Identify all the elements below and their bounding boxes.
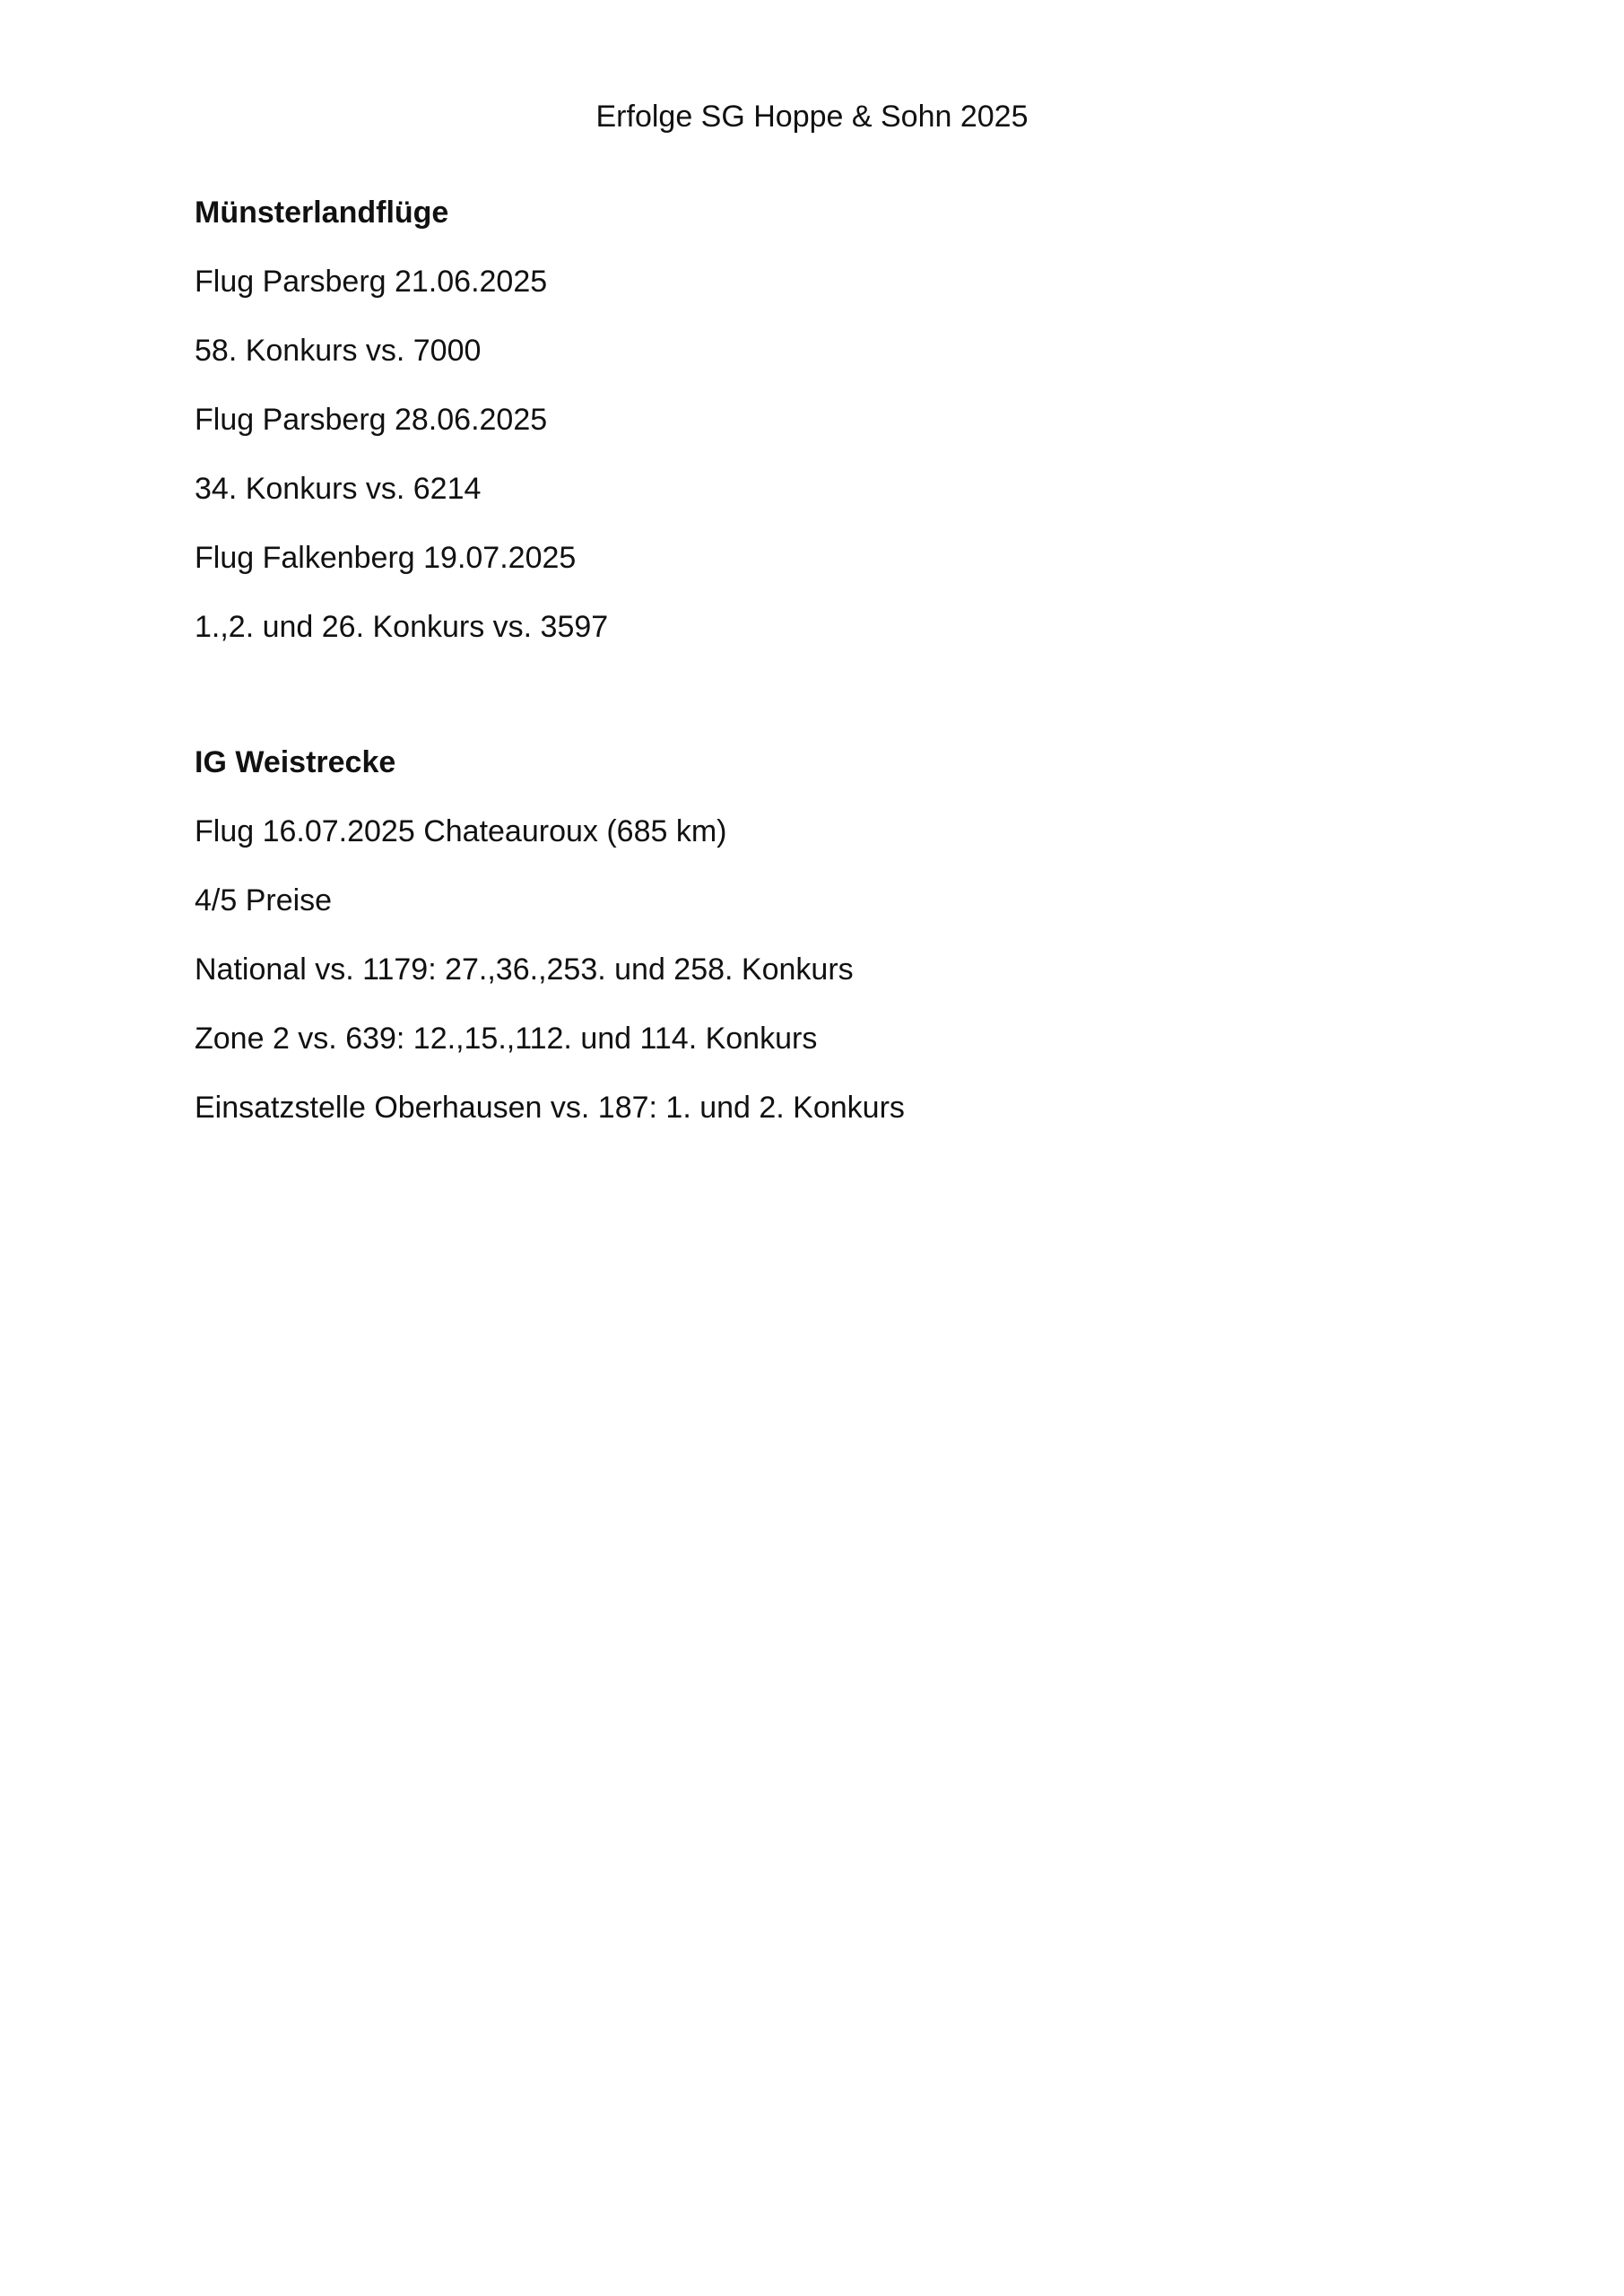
result-line: 34. Konkurs vs. 6214: [195, 472, 482, 506]
result-line: 1.,2. und 26. Konkurs vs. 3597: [195, 610, 609, 644]
result-line: Flug Falkenberg 19.07.2025: [195, 541, 577, 575]
result-line: Flug Parsberg 21.06.2025: [195, 265, 548, 299]
document-title: Erfolge SG Hoppe & Sohn 2025: [595, 100, 1029, 134]
result-line: National vs. 1179: 27.,36.,253. und 258. Konkurs: [195, 952, 854, 987]
result-line: 4/5 Preise: [195, 883, 333, 918]
result-line: 58. Konkurs vs. 7000: [195, 334, 482, 368]
result-line: Zone 2 vs. 639: 12.,15.,112. und 114. Konkurs: [195, 1022, 818, 1056]
section-muensterlandfluege: [195, 193, 1450, 676]
section-heading: IG Weistrecke: [195, 745, 396, 779]
section-heading: Münsterlandflüge: [195, 196, 449, 230]
result-line: Flug Parsberg 28.06.2025: [195, 403, 548, 437]
section-ig-weistrecke: [195, 743, 1450, 1157]
result-line: Einsatzstelle Oberhausen vs. 187: 1. und 2. Konkurs: [195, 1091, 905, 1125]
result-line: Flug 16.07.2025 Chateauroux (685 km): [195, 814, 727, 848]
